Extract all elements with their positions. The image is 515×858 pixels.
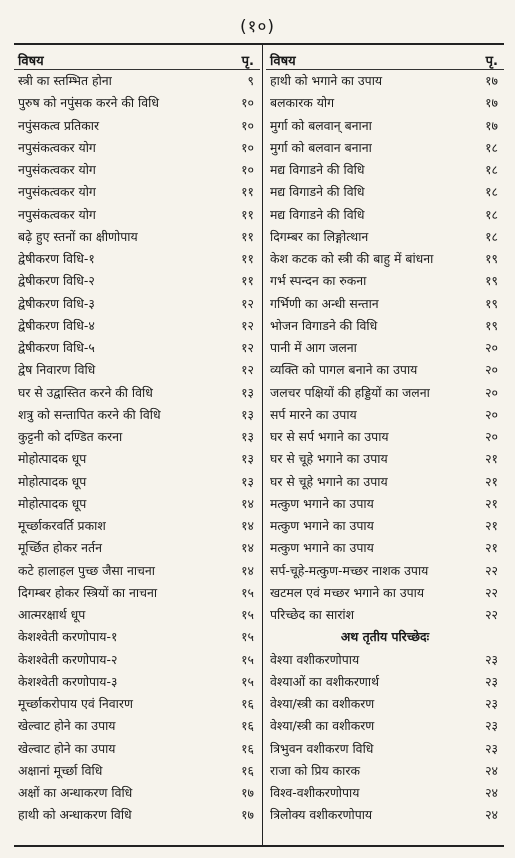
toc-entry [14, 382, 260, 404]
entry-title: अथ तृतीय परिच्छेदः [340, 629, 430, 645]
toc-entry [14, 426, 260, 448]
topic-header: विषय [270, 54, 296, 69]
entry-title: मूर्च्छाकरोपाय एवं निवारण [18, 696, 133, 711]
entry-title: खेल्वाट होने का उपाय [18, 740, 116, 756]
entry-page: ११ [241, 273, 254, 289]
entry-title: केशश्वेती करणोपाय-१ [18, 629, 118, 645]
entry-title: मुर्गा को बलवान् बनाना [270, 117, 372, 133]
entry-title: बढ़े हुए स्तनों का क्षीणोपाय [18, 228, 138, 244]
entry-page: २० [485, 429, 498, 444]
entry-title: नपुसंकत्वकर योग [18, 162, 96, 177]
entry-page: २१ [485, 473, 498, 489]
toc-entry [14, 337, 260, 359]
entry-title: विश्व-वशीकरणोपाय [270, 785, 360, 800]
entry-title: नपुसंकत्वकर योग [18, 206, 96, 222]
toc-entry [14, 760, 260, 782]
entry-page: १८ [485, 206, 498, 222]
toc-entry [14, 359, 260, 381]
section-heading [266, 626, 504, 648]
toc-left-column [14, 45, 260, 845]
entry-page: ११ [241, 251, 254, 266]
toc-entry [266, 293, 504, 315]
entry-page: १५ [241, 607, 254, 622]
entry-title: नपुंसकत्व प्रतिकार [18, 117, 100, 133]
toc-entry [14, 204, 260, 226]
toc-entry [14, 582, 260, 604]
entry-page: १९ [485, 251, 498, 266]
entry-page: १४ [241, 540, 254, 556]
entry-title: जलचर पक्षियों की हड्डियों का जलना [270, 384, 430, 400]
entry-page: १८ [485, 139, 498, 155]
entry-title: त्रिलोक्य वशीकरणोपाय [270, 807, 373, 823]
toc-entry [14, 804, 260, 826]
entry-title: पुरुष को नपुंसक करने की विधि [18, 95, 159, 111]
entry-page: २० [485, 362, 498, 378]
entry-title: अक्षों का अन्धाकरण विधि [18, 785, 133, 800]
entry-title: दिगम्बर का लिङ्गोत्थान [270, 228, 369, 244]
toc-entry [266, 448, 504, 470]
toc-entry [266, 537, 504, 559]
entry-page: २४ [485, 785, 498, 800]
entry-title: नपुसंकत्वकर योग [18, 139, 96, 155]
entry-title: द्वेषीकरण विधि-५ [18, 340, 95, 355]
entry-page: १९ [485, 317, 498, 333]
toc-entry [266, 582, 504, 604]
toc-entry [14, 137, 260, 159]
toc-entry [14, 293, 260, 315]
toc-entry [14, 782, 260, 804]
entry-title: कटे हालाहल पुच्छ जैसा नाचना [18, 562, 155, 578]
entry-page: २२ [485, 562, 498, 578]
entry-title: व्यक्ति को पागल बनाने का उपाय [270, 362, 418, 378]
toc-entry [266, 226, 504, 248]
entry-page: १३ [241, 384, 254, 400]
page-header: पृ. [485, 54, 498, 69]
entry-title: मोहोत्पादक धूप [18, 451, 87, 467]
entry-page: १६ [241, 696, 254, 711]
entry-title: घर से चूहे भगाने का उपाय [270, 473, 388, 489]
entry-title: मत्कुण भगाने का उपाय [270, 495, 374, 511]
entry-title: गर्भिणी का अन्धी सन्तान [270, 295, 379, 311]
entry-title: दिगम्बर होकर स्त्रियों का नाचना [18, 584, 158, 600]
entry-title: मोहोत्पादक धूप [18, 495, 87, 511]
entry-title: भोजन विगाडने की विधि [270, 317, 378, 333]
toc-entry [266, 248, 504, 270]
toc-entry [266, 404, 504, 426]
toc-left-rows [14, 70, 260, 827]
toc-entry [14, 693, 260, 715]
toc-entry [266, 270, 504, 292]
toc-entry [266, 649, 504, 671]
entry-page: १२ [241, 340, 254, 355]
entry-page: १८ [485, 162, 498, 177]
entry-page: १३ [241, 473, 254, 489]
entry-title: मत्कुण भगाने का उपाय [270, 518, 374, 533]
entry-page: १० [241, 162, 254, 177]
toc-entry [266, 204, 504, 226]
entry-page: १० [241, 139, 254, 155]
entry-title: कुट्टनी को दण्डित करना [18, 429, 123, 444]
toc-entry [14, 537, 260, 559]
entry-title: घर से सर्प भगाने का उपाय [270, 429, 389, 444]
toc-entry [14, 649, 260, 671]
entry-page: १७ [485, 117, 498, 133]
entry-title: द्वेष निवारण विधि [18, 362, 96, 378]
table-of-contents [14, 43, 504, 847]
toc-entry [266, 693, 504, 715]
entry-title: वेश्याओं का वशीकरणार्थ [270, 673, 380, 689]
entry-title: गर्भ स्पन्दन का रुकना [270, 273, 367, 289]
toc-entry [266, 426, 504, 448]
toc-entry [266, 804, 504, 826]
toc-entry [266, 604, 504, 626]
column-divider [262, 45, 263, 845]
entry-title: घर से चूहे भगाने का उपाय [270, 451, 388, 467]
toc-entry [266, 760, 504, 782]
toc-entry [14, 270, 260, 292]
entry-title: वेश्या/स्त्री का वशीकरण [270, 696, 375, 711]
toc-entry [14, 715, 260, 737]
entry-page: १८ [485, 228, 498, 244]
entry-page: १५ [241, 651, 254, 667]
entry-page: ९ [247, 73, 254, 88]
toc-entry [14, 515, 260, 537]
toc-entry [14, 115, 260, 137]
toc-entry [266, 471, 504, 493]
toc-entry [14, 448, 260, 470]
toc-entry [266, 315, 504, 337]
entry-page: १४ [241, 495, 254, 511]
entry-page: २४ [485, 807, 498, 823]
entry-title: राजा को प्रिय कारक [270, 762, 360, 778]
entry-page: १५ [241, 629, 254, 645]
toc-entry [266, 560, 504, 582]
toc-entry [14, 604, 260, 626]
entry-title: केशश्वेती करणोपाय-३ [18, 673, 118, 689]
entry-page: १३ [241, 406, 254, 422]
toc-entry [14, 248, 260, 270]
entry-title: नपुसंकत्वकर योग [18, 184, 96, 200]
entry-page: १५ [241, 584, 254, 600]
toc-entry [266, 715, 504, 737]
entry-page: १२ [241, 317, 254, 333]
entry-page: २० [485, 406, 498, 422]
entry-page: १६ [241, 718, 254, 734]
entry-title: पानी में आग जलना [270, 340, 357, 355]
toc-entry [266, 382, 504, 404]
entry-page: ११ [241, 206, 254, 222]
entry-title: केश कटक को स्त्री की बाहु में बांधना [270, 251, 434, 266]
toc-entry [14, 92, 260, 114]
toc-entry [266, 359, 504, 381]
entry-page: १० [241, 117, 254, 133]
entry-title: सर्प मारने का उपाय [270, 406, 357, 422]
entry-title: हाथी को भगाने का उपाय [270, 73, 383, 88]
entry-page: १८ [485, 184, 498, 200]
toc-entry [266, 493, 504, 515]
entry-page: १२ [241, 362, 254, 378]
topic-header: विषय [18, 54, 44, 69]
entry-page: २३ [485, 673, 498, 689]
toc-entry [266, 337, 504, 359]
entry-page: १७ [241, 785, 254, 800]
toc-entry [266, 738, 504, 760]
entry-page: २२ [485, 607, 498, 622]
toc-entry [266, 782, 504, 804]
entry-page: ११ [241, 228, 254, 244]
entry-page: १३ [241, 429, 254, 444]
entry-title: घर से उद्वास्तित करने की विधि [18, 384, 153, 400]
entry-title: द्वेषीकरण विधि-१ [18, 251, 95, 266]
toc-entry [14, 738, 260, 760]
toc-entry [266, 137, 504, 159]
entry-page: १० [241, 95, 254, 111]
entry-title: खेल्वाट होने का उपाय [18, 718, 116, 734]
entry-title: द्वेषीकरण विधि-३ [18, 295, 95, 311]
entry-title: अक्षानां मूर्च्छा विधि [18, 762, 103, 778]
entry-page: २४ [485, 762, 498, 778]
entry-title: द्वेषीकरण विधि-२ [18, 273, 95, 289]
entry-title: मद्य विगाडने की विधि [270, 206, 365, 222]
toc-entry [14, 493, 260, 515]
entry-page: २३ [485, 696, 498, 711]
entry-page: १२ [241, 295, 254, 311]
entry-title: मद्य विगाडने की विधि [270, 184, 365, 200]
toc-entry [14, 404, 260, 426]
page-header: पृ. [241, 54, 254, 69]
entry-page: २१ [485, 495, 498, 511]
entry-page: १४ [241, 562, 254, 578]
toc-entry [266, 159, 504, 181]
toc-entry [14, 671, 260, 693]
entry-title: वेश्या वशीकरणोपाय [270, 651, 360, 667]
entry-title: सर्प-चूहे-मत्कुण-मच्छर नाशक उपाय [270, 562, 429, 578]
toc-entry [14, 471, 260, 493]
entry-page: १६ [241, 762, 254, 778]
entry-title: स्त्री का स्तम्भित होना [18, 73, 112, 88]
entry-title: मूर्च्छाकरवर्ति प्रकाश [18, 518, 106, 533]
toc-header [266, 45, 504, 70]
entry-page: १७ [241, 807, 254, 823]
entry-page: २१ [485, 518, 498, 533]
entry-page: २३ [485, 651, 498, 667]
page-number: (१०) [240, 17, 275, 37]
entry-page: २१ [485, 451, 498, 467]
entry-page: २० [485, 340, 498, 355]
entry-page: १७ [485, 95, 498, 111]
entry-title: त्रिभुवन वशीकरण विधि [270, 740, 374, 756]
entry-page: २३ [485, 740, 498, 756]
toc-entry [14, 181, 260, 203]
entry-title: केशश्वेती करणोपाय-२ [18, 651, 118, 667]
entry-title: बलकारक योग [270, 95, 335, 111]
toc-entry [266, 181, 504, 203]
toc-entry [266, 115, 504, 137]
toc-entry [14, 560, 260, 582]
entry-page: १४ [241, 518, 254, 533]
entry-page: १९ [485, 295, 498, 311]
entry-page: २० [485, 384, 498, 400]
entry-title: परिच्छेद का सारांश [270, 607, 355, 622]
toc-entry [14, 159, 260, 181]
entry-title: हाथी को अन्धाकरण विधि [18, 807, 132, 823]
entry-title: आत्मरक्षार्थ धूप [18, 607, 86, 622]
entry-title: खटमल एवं मच्छर भगाने का उपाय [270, 584, 425, 600]
entry-page: १६ [241, 740, 254, 756]
entry-page: १७ [485, 73, 498, 88]
toc-entry [14, 70, 260, 92]
toc-right-rows [266, 70, 504, 827]
toc-header [14, 45, 260, 70]
entry-title: द्वेषीकरण विधि-४ [18, 317, 95, 333]
entry-page: १३ [241, 451, 254, 467]
entry-title: मुर्गा को बलवान बनाना [270, 139, 372, 155]
entry-title: वेश्या/स्त्री का वशीकरण [270, 718, 375, 734]
entry-page: २३ [485, 718, 498, 734]
toc-entry [266, 671, 504, 693]
toc-entry [14, 626, 260, 648]
toc-entry [266, 70, 504, 92]
entry-title: शत्रु को सन्तापित करने की विधि [18, 406, 161, 422]
entry-title: मोहोत्पादक धूप [18, 473, 87, 489]
entry-page: १९ [485, 273, 498, 289]
entry-title: मद्य विगाडने की विधि [270, 162, 365, 177]
entry-page: २२ [485, 584, 498, 600]
toc-entry [14, 315, 260, 337]
entry-page: २१ [485, 540, 498, 556]
toc-right-column [266, 45, 504, 845]
toc-entry [266, 92, 504, 114]
entry-title: मत्कुण भगाने का उपाय [270, 540, 374, 556]
entry-title: मूर्च्छित होकर नर्तन [18, 540, 102, 556]
toc-entry [266, 515, 504, 537]
entry-page: १५ [241, 673, 254, 689]
entry-page: ११ [241, 184, 254, 200]
toc-entry [14, 226, 260, 248]
